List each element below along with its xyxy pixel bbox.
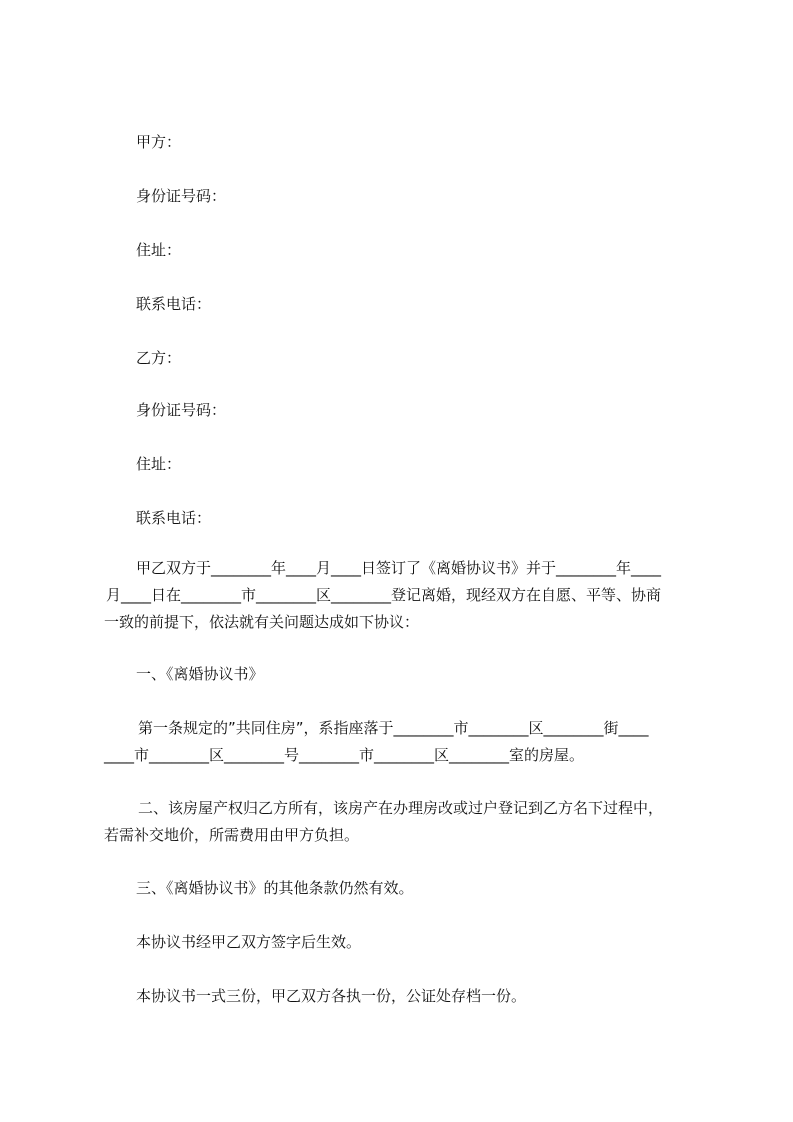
clause-2-line-1: 二、该房屋产权归乙方所有，该房产在办理房改或过户登记到乙方名下过程中， <box>138 799 664 817</box>
party-a-address-label: 住址： <box>136 241 182 259</box>
intro-line-2: 月____日在________市________区________登记离婚，现经双方在自愿、平等、协商 <box>106 586 662 604</box>
party-a-phone-label: 联系电话： <box>136 295 212 313</box>
party-b-address-label: 住址： <box>136 455 182 473</box>
clause-3: 三、《离婚协议书》的其他条款仍然有效。 <box>136 879 414 897</box>
clause-1-line-2: ____市________区________号________市________区________室的房屋。 <box>104 746 585 764</box>
effective-clause: 本协议书经甲乙双方签字后生效。 <box>136 933 362 951</box>
party-a-label: 甲方： <box>136 133 182 151</box>
copies-clause: 本协议书一式三份，甲乙双方各执一份，公证处存档一份。 <box>136 987 527 1005</box>
party-b-label: 乙方： <box>136 349 182 367</box>
intro-line-3: 一致的前提下，依法就有关问题达成如下协议： <box>104 613 420 631</box>
party-b-phone-label: 联系电话： <box>136 509 212 527</box>
clause-1-line-1: 第一条规定的”共同住房”，系指座落于________市________区________街____ <box>138 719 649 737</box>
intro-line-1: 甲乙双方于________年____月____日签订了《离婚协议书》并于________年____ <box>136 559 662 577</box>
clause-1-title: 一、《离婚协议书》 <box>136 665 264 683</box>
party-a-id-label: 身份证号码： <box>136 187 227 205</box>
party-b-id-label: 身份证号码： <box>136 401 227 419</box>
clause-2-line-2: 若需补交地价，所需费用由甲方负担。 <box>104 826 360 844</box>
